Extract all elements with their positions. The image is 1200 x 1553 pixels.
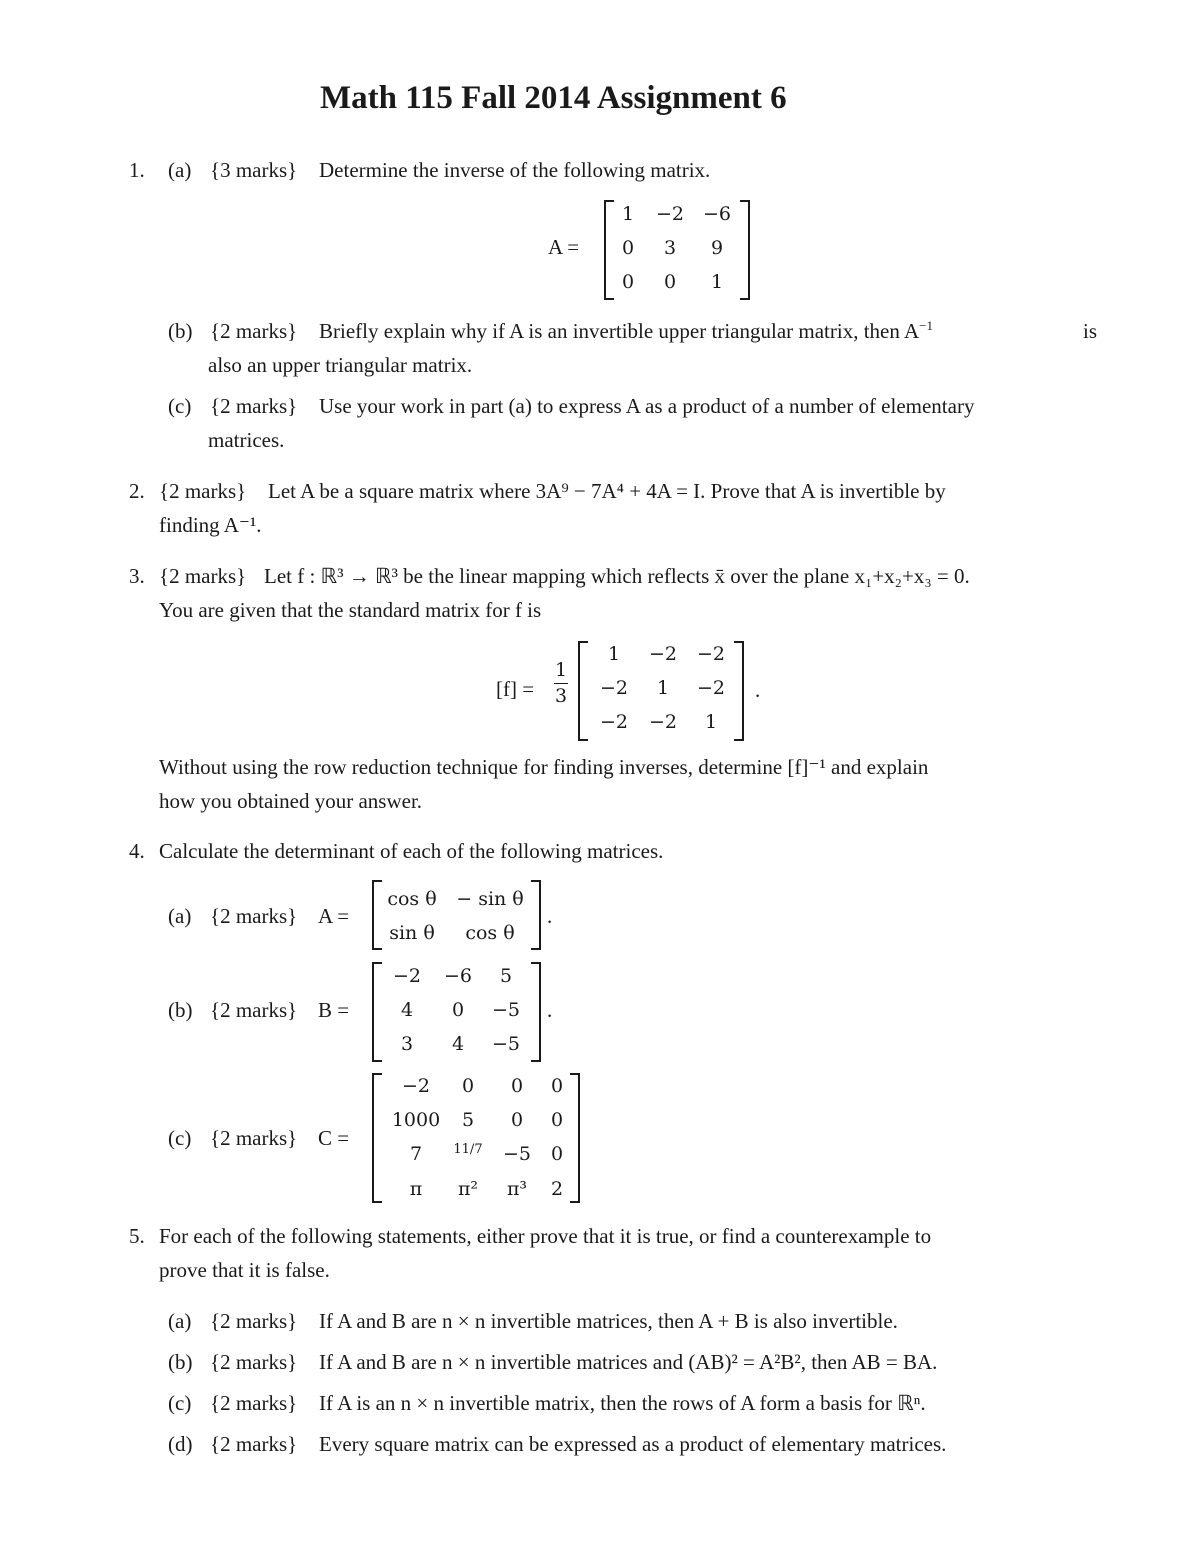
q1-number: 1. [129, 158, 145, 182]
q4a-period: . [547, 904, 553, 928]
q3-matrix-cell: −2 [599, 711, 628, 733]
q4a-matrix-label: A = [318, 904, 350, 928]
q3-marks: {2 marks} [159, 564, 247, 588]
q4b-matrix-cell: 5 [499, 965, 513, 987]
q3-text-line2: You are given that the standard matrix for f is [159, 598, 542, 622]
q5-text: For each of the following statements, either prove that it is true, or find a counterexample to [159, 1224, 932, 1248]
q5-text-line2: prove that it is false. [159, 1258, 330, 1282]
q4a-matrix-cell: cos θ [465, 922, 515, 944]
q2-marks: {2 marks} [159, 479, 247, 503]
q1c-text: Use your work in part (a) to express A as a product of a number of elementary [319, 394, 975, 418]
q3-matrix-period: . [755, 678, 761, 702]
q1a-label: (a) [168, 158, 192, 182]
q1b-text: Briefly explain why if A is an invertible upper triangular matrix, then $A^{-1}$ [319, 318, 933, 343]
page-title: Math 115 Fall 2014 Assignment 6 [320, 80, 787, 116]
q4b-matrix-cell: 3 [400, 1033, 414, 1055]
q4a-matrix-cell: − sin θ [456, 888, 524, 910]
q1b-text-end: is [1083, 319, 1098, 343]
q4c-label: (c) [168, 1126, 192, 1150]
q4c-matrix-cell: −5 [502, 1143, 531, 1165]
q4c-matrix-cell: 0 [550, 1109, 564, 1131]
q4b-matrix-label: B = [318, 998, 350, 1022]
q1-matrix-cell: 1 [621, 203, 635, 225]
q1c-label: (c) [168, 394, 192, 418]
q3-number: 3. [129, 564, 145, 588]
q3-matrix-cell: 1 [704, 711, 718, 733]
q1-matrix-cell: 0 [621, 237, 635, 259]
q1-matrix-cell: 1 [710, 271, 724, 293]
q2-text: Let A be a square matrix where 3A⁹ − 7A⁴ + 4A = I. Prove that A is invertible by [268, 479, 946, 503]
q1c-marks: {2 marks} [210, 394, 298, 418]
q3-matrix-cell: −2 [696, 677, 725, 699]
q5c-marks: {2 marks} [210, 1391, 298, 1415]
q4c-matrix-cell: 5 [461, 1109, 475, 1131]
q4c-matrix-cell: 7 [409, 1143, 423, 1165]
q4b-matrix-cell: 4 [451, 1033, 465, 1055]
q4c-matrix-cell: 1000 [391, 1109, 441, 1131]
q5b-label: (b) [168, 1350, 193, 1374]
q4c-matrix-cell: 0 [510, 1109, 524, 1131]
q4c-matrix-cell: 0 [550, 1143, 564, 1165]
q4b-matrix-cell: −5 [491, 999, 520, 1021]
q4b-matrix-cell: −2 [392, 965, 421, 987]
q4c-matrix-cell: 11/7 [453, 1142, 483, 1157]
q5a-text: If A and B are n × n invertible matrices, then A + B is also invertible. [319, 1309, 898, 1333]
q3-fraction: 1 3 [554, 659, 568, 707]
q5d-label: (d) [168, 1432, 193, 1456]
q1-matrix-cell: 0 [663, 271, 677, 293]
q3-text-line3: Without using the row reduction technique for finding inverses, determine [f]⁻¹ and explain [159, 755, 929, 779]
q1-matrix-cell: 0 [621, 271, 635, 293]
q3-matrix-cell: −2 [648, 711, 677, 733]
q4c-matrix-label: C = [318, 1126, 350, 1150]
q1a-text: Determine the inverse of the following matrix. [319, 158, 711, 182]
q2-text-line2: finding A⁻¹. [159, 513, 262, 537]
q4c-matrix-cell: π [409, 1178, 423, 1200]
q1c-text-line2: matrices. [208, 428, 285, 452]
q3-matrix-cell: −2 [648, 643, 677, 665]
q4c-matrix-cell: π³ [506, 1178, 528, 1200]
q1-matrix-cell: −2 [655, 203, 684, 225]
q1-matrix-cell: 9 [710, 237, 724, 259]
q1b-text-line2: also an upper triangular matrix. [208, 353, 473, 377]
q4a-matrix-cell: sin θ [389, 922, 435, 944]
q4b-matrix-cell: 4 [400, 999, 414, 1021]
q5b-text: If A and B are n × n invertible matrices and (AB)² = A²B², then AB = BA. [319, 1350, 938, 1374]
q5b-marks: {2 marks} [210, 1350, 298, 1374]
q4b-matrix-cell: −5 [491, 1033, 520, 1055]
q3-matrix-label: [f] = [496, 677, 535, 701]
q4c-matrix-cell: π² [457, 1178, 479, 1200]
q5c-label: (c) [168, 1391, 192, 1415]
q5d-text: Every square matrix can be expressed as a product of elementary matrices. [319, 1432, 947, 1456]
q1b-marks: {2 marks} [210, 319, 298, 343]
q3-text-line4: how you obtained your answer. [159, 789, 423, 813]
q1b-label: (b) [168, 319, 193, 343]
q4-number: 4. [129, 839, 145, 863]
q3-matrix-cell: −2 [599, 677, 628, 699]
q1-matrix-label: A = [548, 235, 580, 259]
q1a-marks: {3 marks} [210, 158, 298, 182]
q4c-left-bracket [372, 1073, 382, 1203]
q4a-matrix-cell: cos θ [387, 888, 437, 910]
q3-text: Let f : ℝ³ → ℝ³ be the linear mapping which reflects x̄ over the plane x₁+x₂+x₃ = 0. [264, 564, 970, 588]
q4b-marks: {2 marks} [210, 998, 298, 1022]
q1-matrix-cell: −6 [702, 203, 731, 225]
q5d-marks: {2 marks} [210, 1432, 298, 1456]
q4c-matrix-cell: 2 [550, 1178, 564, 1200]
q4b-period: . [547, 998, 553, 1022]
q4-text: Calculate the determinant of each of the following matrices. [159, 839, 664, 863]
q4c-matrix-cell: 0 [461, 1075, 475, 1097]
q4b-label: (b) [168, 998, 193, 1022]
q4c-matrix-cell: −2 [401, 1075, 430, 1097]
q5a-marks: {2 marks} [210, 1309, 298, 1333]
q4c-marks: {2 marks} [210, 1126, 298, 1150]
q5-number: 5. [129, 1224, 145, 1248]
q1-matrix-cell: 3 [663, 237, 677, 259]
q4b-matrix-cell: 0 [451, 999, 465, 1021]
q3-matrix-cell: −2 [696, 643, 725, 665]
q2-number: 2. [129, 479, 145, 503]
q5c-text: If A is an n × n invertible matrix, then the rows of A form a basis for ℝⁿ. [319, 1391, 926, 1415]
q4a-marks: {2 marks} [210, 904, 298, 928]
q4c-matrix-cell: 0 [510, 1075, 524, 1097]
q3-matrix-cell: 1 [656, 677, 670, 699]
q4c-matrix-cell: 0 [550, 1075, 564, 1097]
q3-matrix-cell: 1 [607, 643, 621, 665]
q4a-label: (a) [168, 904, 192, 928]
q5a-label: (a) [168, 1309, 192, 1333]
q4b-matrix-cell: −6 [443, 965, 472, 987]
